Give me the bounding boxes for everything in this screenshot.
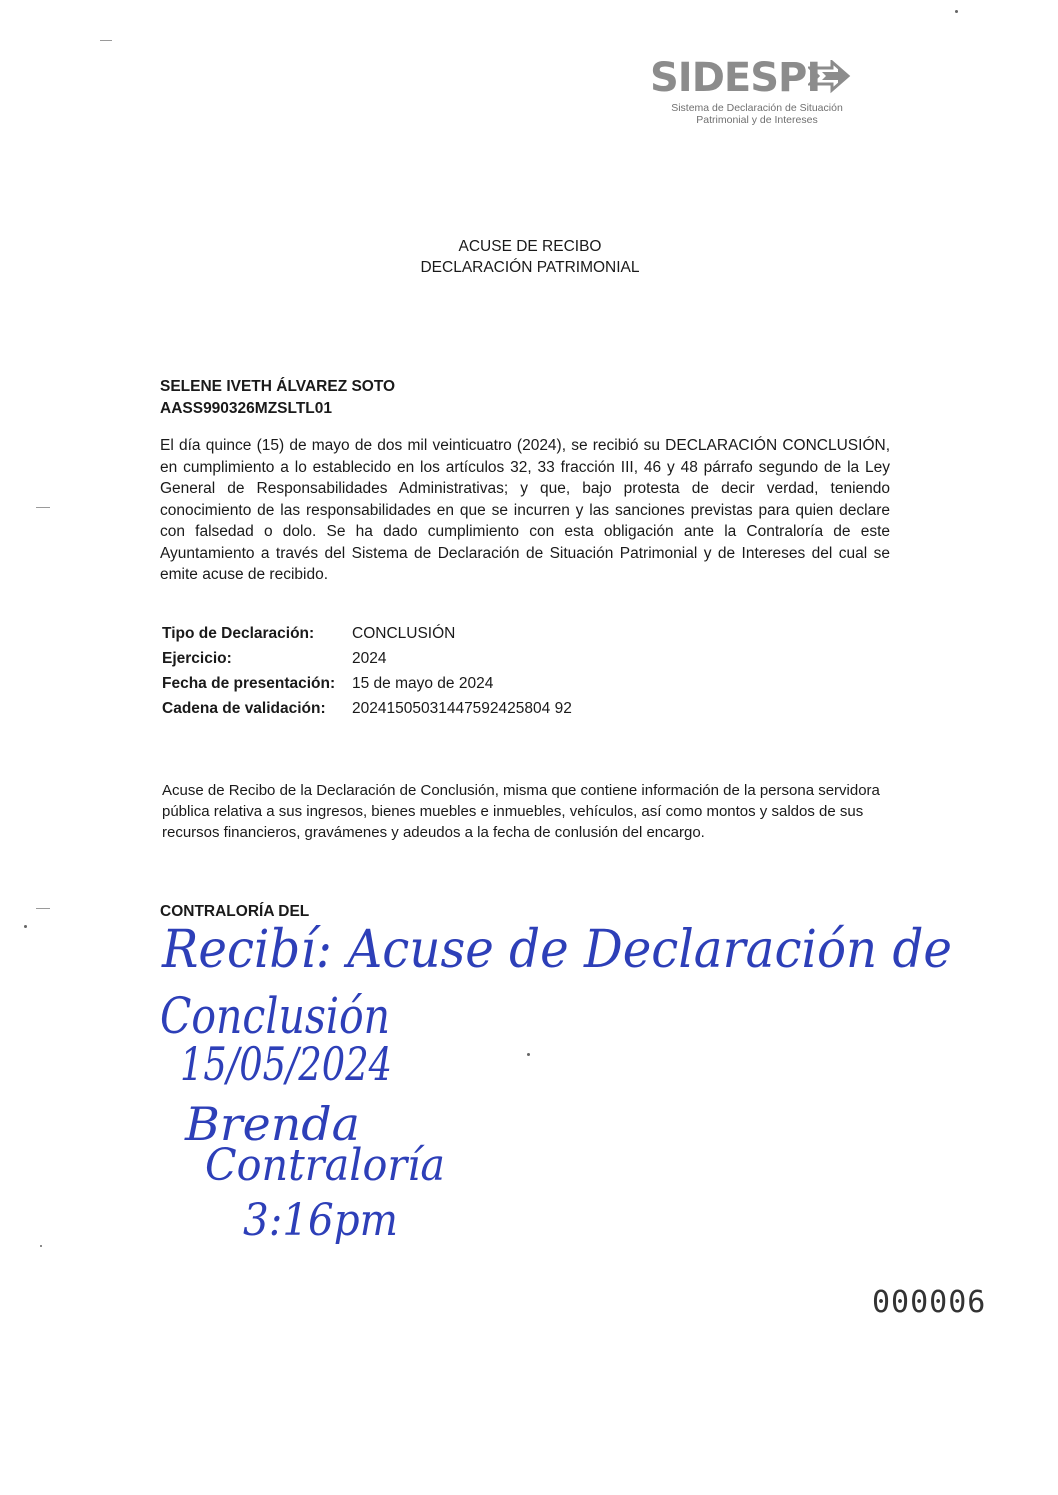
folio-number: 000006 — [872, 1285, 987, 1320]
scan-mark — [100, 40, 112, 41]
scan-speck — [527, 1053, 530, 1056]
detail-label: Cadena de validación: — [162, 700, 326, 717]
document-subtitle: DECLARACIÓN PATRIMONIAL — [420, 259, 640, 276]
handwritten-line6: 3:16pm — [243, 1195, 398, 1246]
handwritten-annotation — [150, 915, 970, 1255]
detail-row — [162, 646, 572, 671]
handwritten-line3: 15/05/2024 — [180, 1037, 392, 1091]
body-paragraph: El día quince (15) de mayo de dos mil veinticuatro (2024), se recibió su DECLARACIÓN CONCLUSIÓN, en cumplimiento a lo establecido en los artículos 32, 33 fracción III, 46 y 48 párrafo segundo de la Ley General de Responsabilidades Administrativas; y que, bajo protesta de decir verdad, teniendo conocimiento de las responsabilidades en que se incurren y las sanciones previstas para quien declare con falsedad o dolo. Se ha dado cumplimiento con esta obligación ante la Contraloría de este Ayuntamiento a través del Sistema de Declaración de Situación Patrimonial y de Intereses del cual se emite acuse de recibido. — [160, 437, 890, 583]
handwritten-line1: Recibí: Acuse de Declaración de — [161, 920, 952, 980]
detail-row — [162, 671, 572, 696]
scan-mark — [36, 507, 50, 508]
detail-value: 20241505031447592425804 92 — [352, 700, 572, 717]
detail-value: 15 de mayo de 2024 — [352, 675, 494, 692]
detail-value: CONCLUSIÓN — [352, 625, 456, 642]
detail-value: 2024 — [352, 650, 387, 667]
scan-speck — [955, 10, 958, 13]
logo-subtitle-line1: Sistema de Declaración de Situación — [671, 102, 843, 114]
logo-subtitle — [652, 102, 862, 126]
detail-row — [162, 621, 572, 646]
scan-speck — [24, 925, 27, 928]
detail-label: Ejercicio: — [162, 650, 232, 667]
receipt-note: Acuse de Recibo de la Declaración de Conclusión, misma que contiene información de la persona servidora pública relativa a sus ingresos, bienes muebles e inmuebles, vehículos, así como montos y saldos de sus recursos financieros, gravámenes y adeudos a la fecha de conlusión del encargo. — [162, 782, 880, 841]
declarant-name: SELENE IVETH ÁLVAREZ SOTO — [160, 378, 396, 395]
handwritten-line5: Contraloría — [205, 1140, 445, 1191]
signature-block-label: CONTRALORÍA DEL — [160, 903, 310, 920]
handwritten-line4: Brenda — [183, 1097, 360, 1151]
detail-label: Tipo de Declaración: — [162, 625, 315, 642]
logo-subtitle-line2: Patrimonial y de Intereses — [696, 114, 818, 126]
double-arrow-icon — [808, 60, 854, 96]
scan-mark — [36, 908, 50, 909]
handwritten-line2: Conclusión — [160, 987, 390, 1045]
document-titles — [330, 236, 730, 278]
detail-label: Fecha de presentación: — [162, 675, 336, 692]
declarant-block — [160, 376, 395, 420]
declarant-id: AASS990326MZSLTL01 — [160, 400, 332, 417]
logo-wordmark: SIDESPI — [650, 55, 821, 101]
declaration-details — [162, 621, 572, 721]
scan-speck — [40, 1245, 42, 1247]
document-title: ACUSE DE RECIBO — [458, 238, 602, 255]
detail-row — [162, 696, 572, 721]
